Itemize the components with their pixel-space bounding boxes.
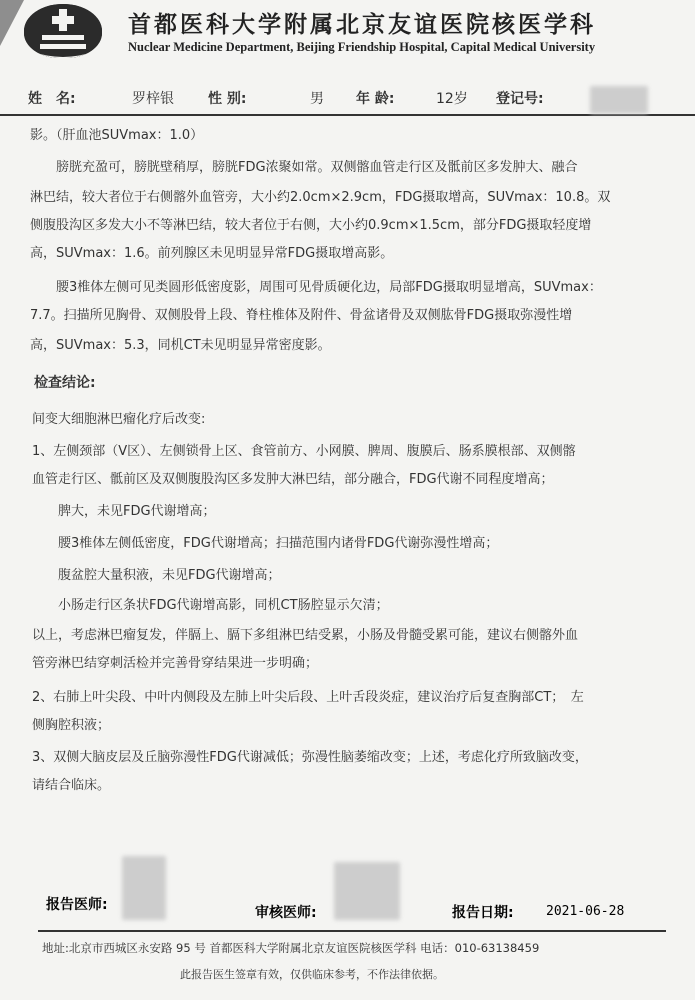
findings-line: 腰3椎体左侧可见类圆形低密度影，周围可见骨质硬化边，局部FDG摄取明显增高，SUVmax： <box>30 280 602 295</box>
findings-line: 高，SUVmax：1.6。前列腺区未见明显异常FDG摄取增高影。 <box>30 246 394 261</box>
hospital-title-en: Nuclear Medicine Department, Beijing Friendship Hospital, Capital Medical University <box>128 40 596 54</box>
redacted-reg-number <box>590 86 648 114</box>
hospital-title-cn: 首都医科大学附属北京友谊医院核医学科 <box>128 11 596 38</box>
name-label: 姓 名: <box>28 91 76 107</box>
patient-sex: 男 <box>310 91 324 107</box>
footer-address: 地址:北京市西城区永安路 95 号 首都医科大学附属北京友谊医院核医学科 电话：010-63138459 <box>42 941 540 955</box>
redacted-reviewer-signature <box>334 862 400 920</box>
sex-label: 性 别: <box>208 91 247 107</box>
conclusion-line: 1、左侧颈部（Ⅴ区）、左侧锁骨上区、食管前方、小网膜、脾周、腹膜后、肠系膜根部、双侧髂 <box>32 444 576 459</box>
age-label: 年 龄: <box>356 91 395 107</box>
page-corner-shadow <box>0 0 24 46</box>
findings-line: 影。（肝血池SUVmax：1.0） <box>30 128 204 143</box>
redacted-doctor-signature <box>122 856 166 920</box>
conclusion-line: 请结合临床。 <box>32 778 111 793</box>
conclusion-line: 管旁淋巴结穿刺活检并完善骨穿结果进一步明确； <box>32 656 319 671</box>
conclusion-line: 3、双侧大脑皮层及丘脑弥漫性FDG代谢减低；弥漫性脑萎缩改变；上述，考虑化疗所致脑改变， <box>32 750 588 765</box>
conclusion-line: 2、右肺上叶尖段、中叶内侧段及左肺上叶尖后段、上叶舌段炎症，建议治疗后复查胸部CT； 左 <box>32 690 584 705</box>
patient-name: 罗梓银 <box>132 91 174 107</box>
findings-line: 侧腹股沟区多发大小不等淋巴结，较大者位于右侧，大小约0.9cm×1.5cm，部分FDG摄取轻度增 <box>30 218 592 233</box>
reviewer-label: 审核医师: <box>255 905 317 921</box>
date-label: 报告日期: <box>452 905 514 921</box>
footer-divider <box>38 930 666 932</box>
patient-age: 12岁 <box>436 91 468 107</box>
conclusion-heading: 检查结论: <box>34 375 96 391</box>
hospital-seal-icon <box>24 4 102 58</box>
conclusion-line: 血管走行区、骶前区及双侧腹股沟区多发肿大淋巴结，部分融合，FDG代谢不同程度增高； <box>32 472 554 487</box>
doctor-label: 报告医师: <box>46 897 108 913</box>
findings-line: 淋巴结，较大者位于右侧髂外血管旁，大小约2.0cm×2.9cm，FDG摄取增高，SUVmax：10.8。双 <box>30 190 611 205</box>
hospital-seal-graphic <box>24 4 102 58</box>
report-date: 2021-06-28 <box>546 904 625 919</box>
footer-note: 此报告医生签章有效，仅供临床参考，不作法律依据。 <box>180 968 444 981</box>
findings-line: 7.7。扫描所见胸骨、双侧股骨上段、脊柱椎体及附件、骨盆诸骨及双侧肱骨FDG摄取弥漫性增 <box>30 308 573 323</box>
reg-number-label: 登记号: <box>496 91 544 107</box>
findings-line: 高，SUVmax：5.3，同机CT未见明显异常密度影。 <box>30 338 331 353</box>
findings-line: 膀胱充盈可，膀胱壁稍厚，膀胱FDG浓聚如常。双侧髂血管走行区及骶前区多发肿大、融合 <box>30 160 578 175</box>
conclusion-line: 以上，考虑淋巴瘤复发，伴膈上、膈下多组淋巴结受累，小肠及骨髓受累可能，建议右侧髂外血 <box>32 628 579 643</box>
conclusion-line: 侧胸腔积液； <box>32 718 111 733</box>
conclusion-line: 小肠走行区条状FDG代谢增高影，同机CT肠腔显示欠清； <box>32 598 389 613</box>
conclusion-line: 脾大，未见FDG代谢增高； <box>32 504 216 519</box>
conclusion-line: 腰3椎体左侧低密度，FDG代谢增高；扫描范围内诸骨FDG代谢弥漫性增高； <box>32 536 499 551</box>
conclusion-line: 间变大细胞淋巴瘤化疗后改变: <box>32 412 206 427</box>
conclusion-line: 腹盆腔大量积液，未见FDG代谢增高； <box>32 568 281 583</box>
